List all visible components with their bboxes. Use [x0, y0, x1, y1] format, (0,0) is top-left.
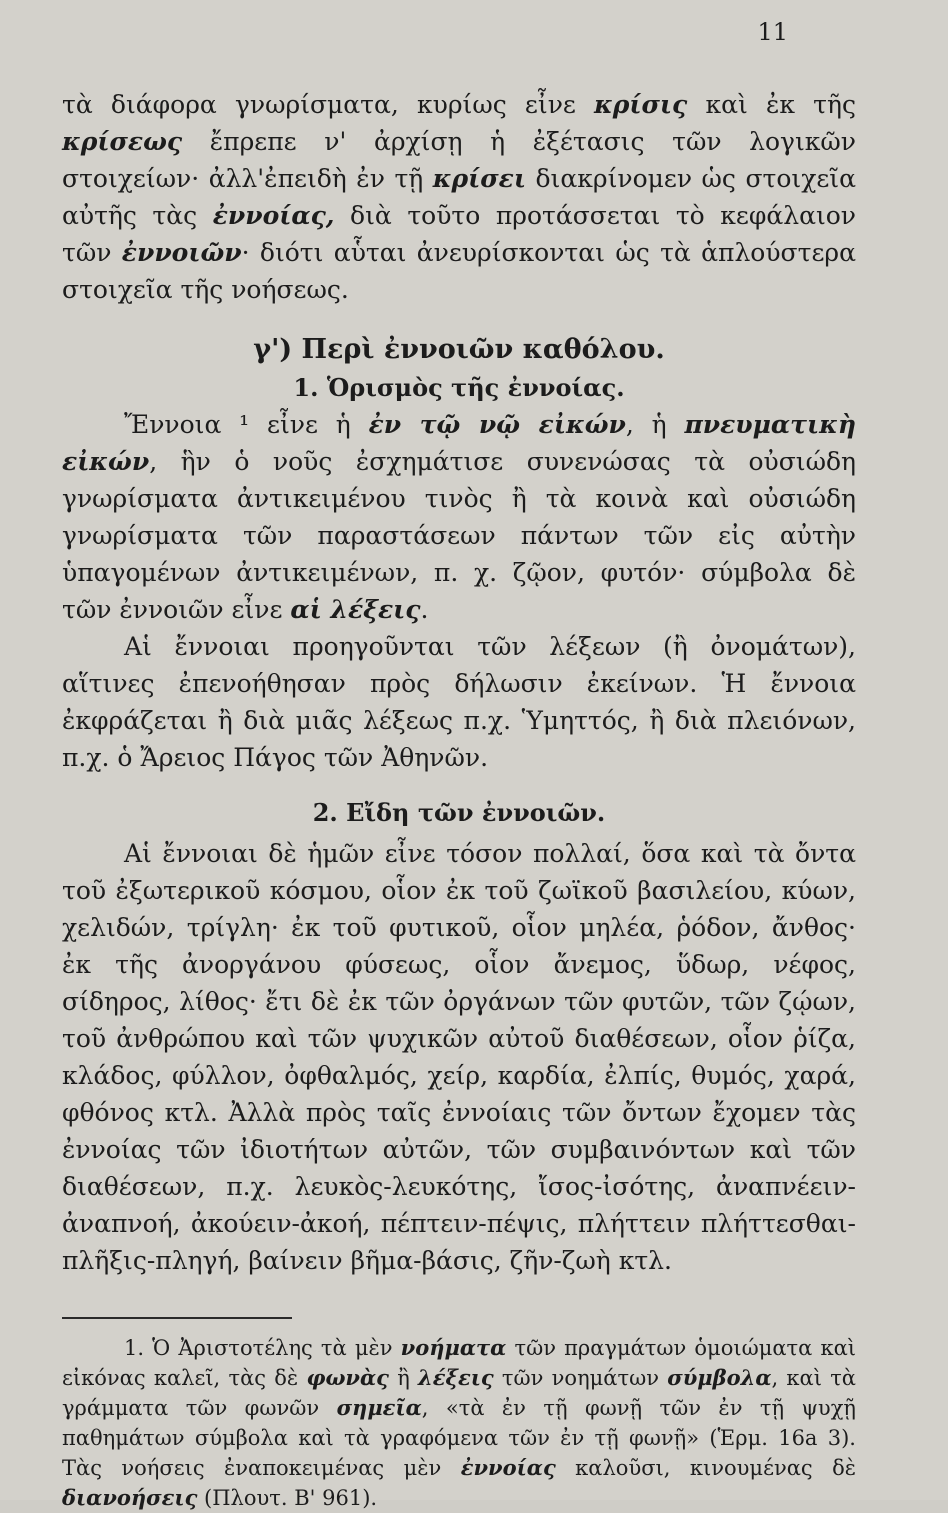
subsection-2-heading: 2. Εἴδη τῶν ἐννοιῶν. — [312, 798, 606, 827]
text-run: , «τὰ ἐν τῇ φωνῇ τῶν ἐν τῇ ψυχῇ παθημάτων σύμβολα καὶ τὰ γραφόμενα τῶν ἐν τῇ φωνῇ» (Ἑρμ. 16a 3). Τὰς νοήσεις ἐναποκειμένας μὲν — [62, 1396, 857, 1480]
footnote-paragraph — [62, 1333, 856, 1513]
emphasis: σύμβολα — [667, 1365, 772, 1390]
emphasis: κρίσει — [432, 164, 526, 193]
text-run: τῶν πραγμάτων ὁμοιώματα καὶ εἰκόνας καλεῖ, τὰς δὲ — [62, 1336, 856, 1390]
emphasis: λέξεις — [418, 1365, 494, 1390]
section-heading: γ') Περὶ ἐννοιῶν καθόλου. — [253, 334, 665, 365]
body-text — [62, 86, 856, 1513]
subsection-1-heading: 1. Ὁρισμὸς τῆς ἐννοίας. — [293, 373, 625, 402]
definition-paragraph — [62, 406, 856, 628]
emphasis: σημεῖα — [336, 1395, 422, 1420]
emphasis: ἐννοίας, — [212, 201, 335, 230]
emphasis: φωνὰς — [306, 1365, 389, 1390]
text-run: · διότι αὗται ἀνευρίσκονται ὡς τὰ ἁπλούστερα στοιχεῖα τῆς νοήσεως. — [62, 238, 856, 304]
kinds-paragraph: Αἱ ἔννοιαι δὲ ἡμῶν εἶνε τόσον πολλαί, ὅσα καὶ τὰ ὄντα τοῦ ἐξωτερικοῦ κόσμου, οἷον ἐκ τοῦ ζωϊκοῦ βασιλείου, κύων, χελιδών, τρίγλη· ἐκ τοῦ φυτικοῦ, οἷον μηλέα, ῥόδον, ἄνθος· ἐκ τῆς ἀνοργάνου φύσεως, οἷον ἄνεμος, ὕδωρ, νέφος, σίδηρος, λίθος· ἔτι δὲ ἐκ τῶν ὀργάνων τῶν φυτῶν, τῶν ζῴων, τοῦ ἀνθρώπου καὶ τῶν ψυχικῶν αὐτοῦ διαθέσεων, οἷον ῥίζα, κλάδος, φύλλον, ὀφθαλμός, χείρ, καρδία, ἐλπίς, θυμός, χαρά, φθόνος κτλ. Ἀλλὰ πρὸς ταῖς ἐννοίαις τῶν ὄντων ἔχομεν τὰς ἐννοίας τῶν ἰδιοτήτων αὐτῶν, τῶν συμβαινόντων καὶ τῶν διαθέσεων, π.χ. λευκὸς-λευκότης, ἴσος-ἰσότης, ἀναπνέειν-ἀναπνοή, ἀκούειν-ἀκοή, πέπτειν-πέψις, πλήττειν πλήττεσθαι-πλῆξις-πληγή, βαίνειν βῆμα-βάσις, ζῆν-ζωὴ κτλ. — [62, 839, 856, 1275]
words-paragraph: Αἱ ἔννοιαι προηγοῦνται τῶν λέξεων (ἢ ὀνομάτων), αἵτινες ἐπενοήθησαν πρὸς δήλωσιν ἐκείνων. Ἡ ἔννοια ἐκφράζεται ἢ διὰ μιᾶς λέξεως π.χ. Ὑμηττός, ἢ διὰ πλειόνων, π.χ. ὁ Ἄρειος Πάγος τῶν Ἀθηνῶν. — [62, 632, 856, 772]
text-run: καὶ ἐκ τῆς — [687, 90, 856, 119]
emphasis: νοήματα — [400, 1335, 507, 1360]
emphasis: αἱ λέξεις — [290, 595, 421, 624]
text-run: ἔπρεπε ν' ἀρχίσῃ ἡ ἐξέτασις τῶν λογικῶν στοιχείων· ἀλλ'ἐπειδὴ ἐν τῇ — [62, 127, 856, 193]
intro-paragraph — [62, 86, 856, 308]
text-run: τὰ διάφορα γνωρίσματα, κυρίως εἶνε — [62, 90, 595, 119]
footnote-divider — [62, 1317, 292, 1319]
emphasis: κρίσις — [594, 90, 688, 119]
emphasis: ἐννοίας — [460, 1455, 556, 1480]
emphasis: κρίσεως — [62, 127, 183, 156]
text-run: καλοῦσι, κινουμένας δὲ — [555, 1456, 857, 1480]
text-run: ἢ — [388, 1366, 419, 1390]
text-run: Ἔννοια ¹ εἶνε ἡ — [124, 410, 369, 439]
emphasis: πνευματικὴ εἰκών — [62, 410, 856, 476]
emphasis: ἐννοιῶν — [121, 238, 242, 267]
emphasis: διανοήσεις — [62, 1485, 198, 1510]
text-run: . — [420, 595, 429, 624]
text-run: τῶν νοημάτων — [493, 1366, 668, 1390]
text-run: διὰ τοῦτο προτάσσεται τὸ κεφάλαιον τῶν — [62, 201, 857, 267]
text-run: (Πλουτ. Β' 961). — [197, 1486, 378, 1510]
text-run: διακρίνομεν ὡς στοιχεῖα αὐτῆς τὰς — [62, 164, 856, 230]
footnote — [62, 1333, 856, 1513]
emphasis: ἐν τῷ νῷ εἰκών — [368, 410, 626, 439]
text-run: , καὶ τὰ γράμματα τῶν φωνῶν — [62, 1366, 856, 1420]
text-run: 1. Ὁ Ἀριστοτέλης τὰ μὲν — [124, 1336, 401, 1360]
page-number: 11 — [757, 18, 788, 46]
text-run: , ἣν ὁ νοῦς ἐσχημάτισε συνενώσας τὰ οὐσιώδη γνωρίσματα ἀντικειμένου τινὸς ἢ τὰ κοινὰ καὶ οὐσιώδη γνωρίσματα τῶν παραστάσεων πάντων τῶν εἰς αὐτὴν ὑπαγομένων ἀντικειμένων, π. χ. ζῷον, φυτόν· σύμβολα δὲ τῶν ἐννοιῶν εἶνε — [62, 447, 856, 624]
text-run: , ἡ — [625, 410, 685, 439]
